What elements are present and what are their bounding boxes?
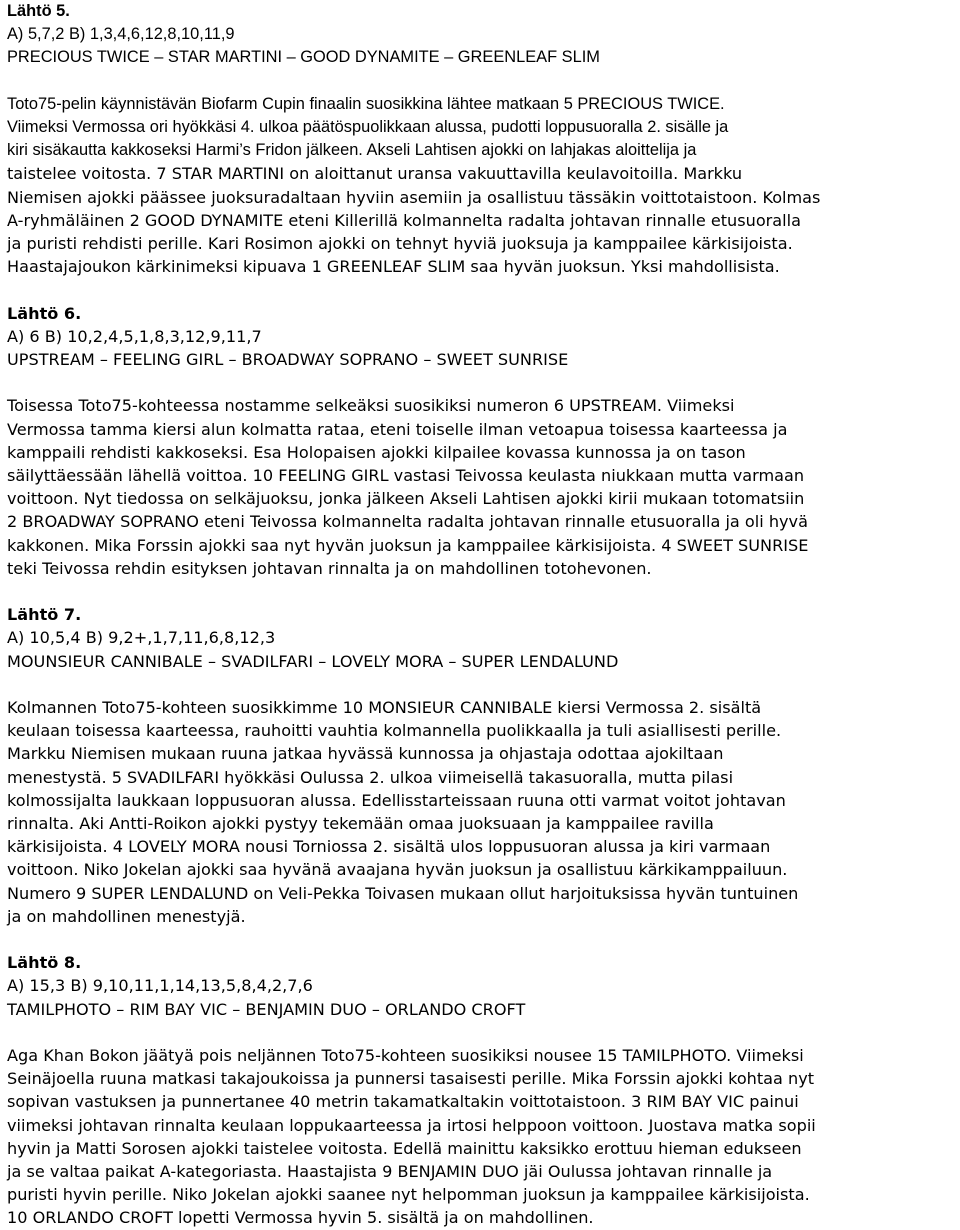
paragraph-line: 10 ORLANDO CROFT lopetti Vermossa hyvin 5. sisältä ja on mahdollinen. (7, 1208, 594, 1228)
race-heading: Lähtö 5. (7, 2, 70, 20)
paragraph-line: ja on mahdollinen menestyjä. (7, 906, 246, 926)
race-heading: Lähtö 7. (7, 605, 82, 625)
paragraph-line: taistelee voitosta. 7 STAR MARTINI on aloittanut uransa vakuuttavilla keulavoitoilla. Markku (7, 164, 743, 184)
paragraph-line: Niemisen ajokki päässee juoksuradaltaan hyviin asemiin ja osallistuu tässäkin voittotaistoon. Kolmas (7, 187, 821, 207)
paragraph-line: Seinäjoella ruuna matkasi takajoukoissa ja punnersi tasaisesti perille. Mika Forssin ajokki kohtaa nyt (7, 1069, 815, 1089)
paragraph-line: viimeksi johtavan rinnalta keulaan loppukaarteessa ja irtosi helppoon voittoon. Juostava matka sopii (7, 1115, 816, 1135)
paragraph-line: kamppaili rehdisti kakkoseksi. Esa Holopaisen ajokki kilpailee kovassa kunnossa ja on tason (7, 442, 746, 462)
race-numbers: A) 10,5,4 B) 9,2+,1,7,11,6,8,12,3 (7, 628, 276, 648)
paragraph-line: teki Teivossa rehdin esityksen johtavan rinnalta ja on mahdollinen totohevonen. (7, 558, 652, 578)
race-paragraph (7, 93, 957, 279)
race-paragraph (7, 1044, 957, 1230)
document-page (7, 0, 957, 1230)
race-section-7 (7, 603, 957, 928)
race-numbers: A) 5,7,2 B) 1,3,4,6,12,8,10,11,9 (7, 25, 235, 44)
paragraph-line: A-ryhmäläinen 2 GOOD DYNAMITE eteni Killerillä kolmannelta radalta johtavan rinnalle etusuoralla (7, 210, 801, 230)
paragraph-line: säilyttäessään lähellä voittoa. 10 FEELING GIRL vastasi Teivossa keulasta niukkaan mutta varmaan (7, 466, 805, 486)
race-paragraph (7, 394, 957, 580)
paragraph-line: hyvin ja Matti Sorosen ajokki taistelee voitosta. Edellä mainittu kaksikko erottuu hieman edukseen (7, 1138, 802, 1158)
paragraph-line: Kolmannen Toto75-kohteen suosikkimme 10 MONSIEUR CANNIBALE kiersi Vermossa 2. sisältä (7, 698, 762, 718)
paragraph-line: kärkisijoista. 4 LOVELY MORA nousi Torniossa 2. sisältä ulos loppusuoran alussa ja kiri varmaan (7, 837, 771, 857)
race-section-6 (7, 302, 957, 580)
paragraph-line: Vermossa tamma kiersi alun kolmatta rataa, eteni toiselle ilman vetoapua toisessa kaarteessa ja (7, 419, 788, 439)
race-horses: TAMILPHOTO – RIM BAY VIC – BENJAMIN DUO – ORLANDO CROFT (7, 999, 526, 1019)
paragraph-line: keulaan toisessa kaarteessa, rauhoitti vauhtia kolmannella puolikkaalla ja tuli asiallisesti perille. (7, 721, 782, 741)
paragraph-line: kakkonen. Mika Forssin ajokki saa nyt hyvän juoksun ja kamppailee kärkisijoista. 4 SWEET SUNRISE (7, 535, 809, 555)
paragraph-line: puristi hyvin perille. Niko Jokelan ajokki saanee nyt helpomman juoksun ja kamppailee kärkisijoista. (7, 1185, 810, 1205)
paragraph-line: sopivan vastuksen ja punnertanee 40 metrin takamatkaltakin voittotaistoon. 3 RIM BAY VIC painui (7, 1092, 799, 1112)
paragraph-line: rinnalta. Aki Antti-Roikon ajokki pystyy tekemään omaa juoksuaan ja kamppailee ravilla (7, 814, 714, 834)
paragraph-line: Haastajajoukon kärkinimeksi kipuava 1 GREENLEAF SLIM saa hyvän juoksun. Yksi mahdollisista. (7, 257, 780, 277)
race-heading: Lähtö 8. (7, 953, 82, 973)
paragraph-line: Markku Niemisen mukaan ruuna jatkaa hyvässä kunnossa ja ohjastaja odottaa ajokiltaan (7, 744, 724, 764)
paragraph-line: ja se valtaa paikat A-kategoriasta. Haastajista 9 BENJAMIN DUO jäi Oulussa johtavan rinnalle ja (7, 1162, 773, 1182)
paragraph-line: ja puristi rehdisti perille. Kari Rosimon ajokki on tehnyt hyviä juoksuja ja kamppailee kärkisijoista. (7, 234, 793, 254)
paragraph-line: 2 BROADWAY SOPRANO eteni Teivossa kolmannelta radalta johtavan rinnalle etusuoralla ja oli hyvä (7, 512, 808, 532)
race-section-8 (7, 951, 957, 1229)
paragraph-line: menestystä. 5 SVADILFARI hyökkäsi Oulussa 2. ulkoa viimeisellä takasuoralla, mutta pilasi (7, 767, 734, 787)
race-heading: Lähtö 6. (7, 303, 82, 323)
paragraph-line: Toisessa Toto75-kohteessa nostamme selkeäksi suosikiksi numeron 6 UPSTREAM. Viimeksi (7, 396, 735, 416)
race-horses: PRECIOUS TWICE – STAR MARTINI – GOOD DYNAMITE – GREENLEAF SLIM (7, 48, 600, 67)
paragraph-line: voittoon. Niko Jokelan ajokki saa hyvänä avaajana hyvän juoksun ja osallistuu kärkikamppailuun. (7, 860, 788, 880)
paragraph-line: kiri sisäkautta kakkoseksi Harmi’s Fridon jälkeen. Akseli Lahtisen ajokki on lahjakas aloittelija ja (7, 141, 697, 160)
paragraph-line: Numero 9 SUPER LENDALUND on Veli-Pekka Toivasen mukaan ollut harjoituksissa hyvän tuntuinen (7, 883, 799, 903)
race-horses: UPSTREAM – FEELING GIRL – BROADWAY SOPRANO – SWEET SUNRISE (7, 350, 569, 370)
race-section-5 (7, 0, 957, 278)
race-numbers: A) 15,3 B) 9,10,11,1,14,13,5,8,4,2,7,6 (7, 976, 313, 996)
paragraph-line: kolmossijalta laukkaan loppusuoran alussa. Edellisstarteissaan ruuna otti varmat voitot johtavan (7, 790, 786, 810)
paragraph-line: voittoon. Nyt tiedossa on selkäjuoksu, jonka jälkeen Akseli Lahtisen ajokki kirii mukaan totomatsiin (7, 489, 805, 509)
race-horses: MOUNSIEUR CANNIBALE – SVADILFARI – LOVELY MORA – SUPER LENDALUND (7, 651, 619, 671)
race-numbers: A) 6 B) 10,2,4,5,1,8,3,12,9,11,7 (7, 326, 262, 346)
paragraph-line: Toto75-pelin käynnistävän Biofarm Cupin finaalin suosikkina lähtee matkaan 5 PRECIOUS TWICE. (7, 94, 725, 113)
paragraph-line: Aga Khan Bokon jäätyä pois neljännen Toto75-kohteen suosikiksi nousee 15 TAMILPHOTO. Viimeksi (7, 1046, 804, 1066)
race-paragraph (7, 696, 957, 928)
paragraph-line: Viimeksi Vermossa ori hyökkäsi 4. ulkoa päätöspuolikkaan alussa, pudotti loppusuoralla 2. sisälle ja (7, 118, 729, 136)
